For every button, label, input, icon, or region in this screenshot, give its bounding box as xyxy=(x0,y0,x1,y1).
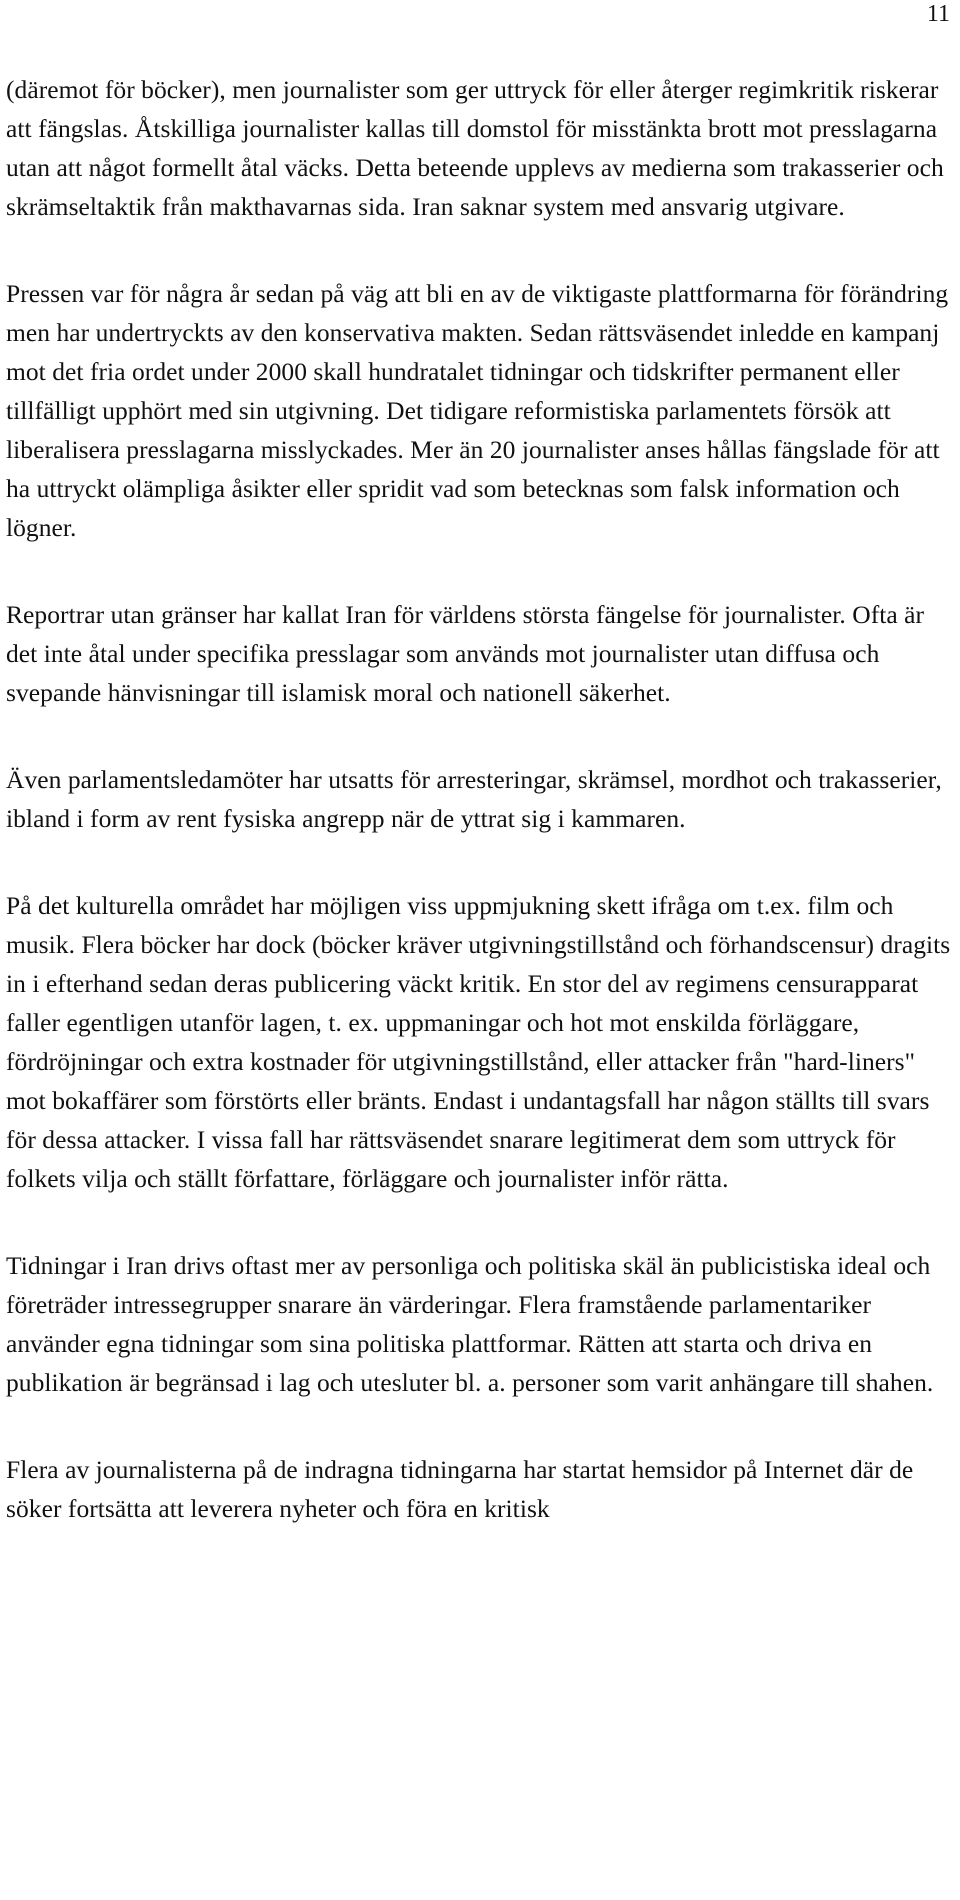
paragraph-6: Tidningar i Iran drivs oftast mer av personliga och politiska skäl än publicistiska ideal och företräder intressegrupper snarare än värderingar. Flera framstående parlamentariker använder egna tidningar som sina politiska plattformar. Rätten att starta och driva en publikation är begränsad i lag och utesluter bl. a. personer som varit anhängare till shahen. xyxy=(6,1251,934,1397)
paragraph-5: På det kulturella området har möjligen viss uppmjukning skett ifråga om t.ex. film och musik. Flera böcker har dock (böcker kräver utgivningstillstånd och förhandscensur) dragits in i efterhand sedan deras publicering väckt kritik. En stor del av regimens censurapparat faller egentligen utanför lagen, t. ex. uppmaningar och hot mot enskilda förläggare, fördröjningar och extra kostnader för utgivningstillstånd, eller attacker från "hard-liners" mot bokaffärer som förstörts eller bränts. Endast i undantagsfall har någon ställts till svars för dessa attacker. I vissa fall har rättsväsendet snarare legitimerat dem som uttryck för folkets vilja och ställt författare, förläggare och journalister inför rätta. xyxy=(6,891,951,1193)
document-body xyxy=(6,70,954,1528)
paragraph-3: Reportrar utan gränser har kallat Iran för världens största fängelse för journalister. Ofta är det inte åtal under specifika presslagar som används mot journalister utan diffusa och svepande hänvisningar till islamisk moral och nationell säkerhet. xyxy=(6,600,925,707)
page-number: 11 xyxy=(926,1,950,27)
paragraph-1: (däremot för böcker), men journalister som ger uttryck för eller återger regimkritik riskerar att fängslas. Åtskilliga journalister kallas till domstol för misstänkta brott mot presslagarna utan att något formellt åtal väcks. Detta beteende upplevs av medierna som trakasserier och skrämseltaktik från makthavarnas sida. Iran saknar system med ansvarig utgivare. xyxy=(6,75,944,221)
paragraph-2: Pressen var för några år sedan på väg att bli en av de viktigaste plattformarna för förändring men har undertryckts av den konservativa makten. Sedan rättsväsendet inledde en kampanj mot det fria ordet under 2000 skall hundratalet tidningar och tidskrifter permanent eller tillfälligt upphört med sin utgivning. Det tidigare reformistiska parlamentets försök att liberalisera presslagarna misslyckades. Mer än 20 journalister anses hållas fängslade för att ha uttryckt olämpliga åsikter eller spridit vad som betecknas som falsk information och lögner. xyxy=(6,279,949,542)
paragraph-7: Flera av journalisterna på de indragna tidningarna har startat hemsidor på Internet där de söker fortsätta att leverera nyheter och föra en kritisk xyxy=(6,1455,914,1523)
paragraph-4: Även parlamentsledamöter har utsatts för arresteringar, skrämsel, mordhot och trakasserier, ibland i form av rent fysiska angrepp när de yttrat sig i kammaren. xyxy=(6,765,942,833)
